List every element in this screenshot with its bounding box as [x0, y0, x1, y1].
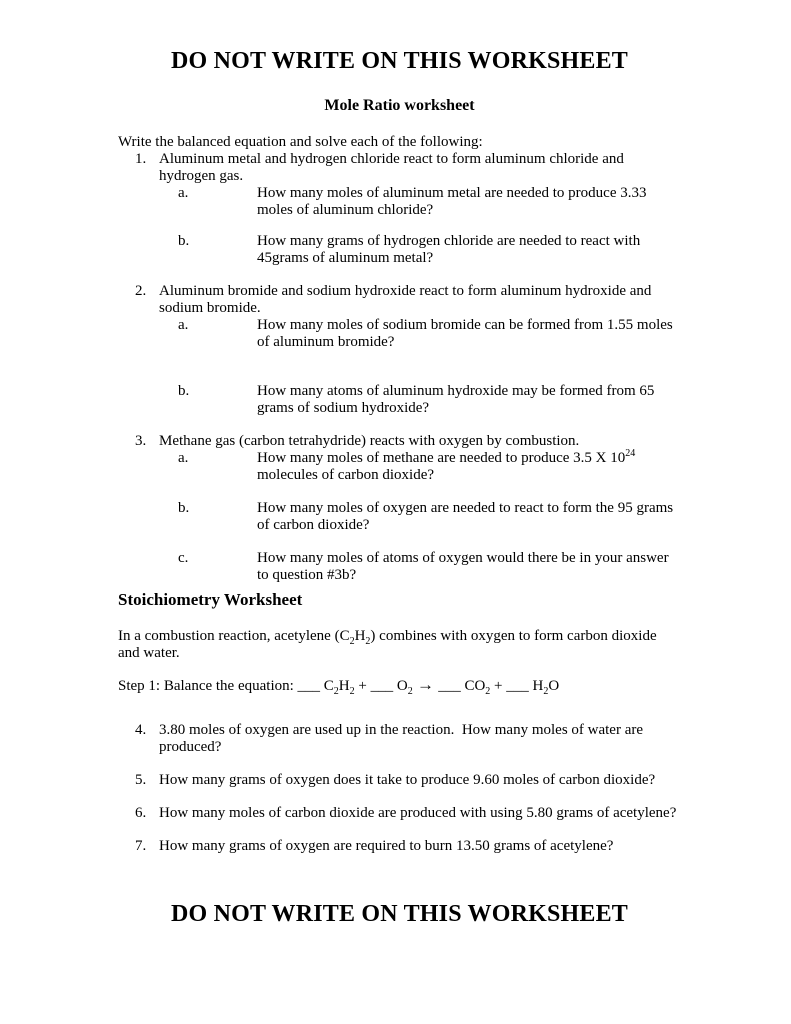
question-2b [178, 383, 681, 417]
right-arrow-glyph: → [412, 675, 439, 694]
question-7 [135, 838, 681, 855]
bottom-banner-title: DO NOT WRITE ON THIS WORKSHEET [170, 901, 629, 927]
formula-subscript: 2 [365, 636, 371, 647]
worksheet-subtitle: Mole Ratio worksheet [324, 97, 475, 114]
question-2b-text: How many atoms of aluminum hydroxide may be formed from 65 grams of sodium hydroxide? [257, 383, 659, 416]
question-5 [135, 772, 681, 789]
equation-fragment: + ___ O [354, 678, 408, 694]
formula-subscript: 2 [349, 636, 355, 647]
question-2 [135, 283, 681, 317]
question-7-text: How many grams of oxygen are required to burn 13.50 grams of acetylene? [159, 838, 614, 854]
question-3b-text: How many moles of oxygen are needed to react to form the 95 grams of carbon dioxide? [257, 500, 677, 533]
question-2a-letter: a. [178, 317, 189, 333]
question-2a [178, 317, 681, 351]
intro-fragment: H [354, 628, 366, 644]
question-3a [178, 450, 681, 484]
question-1a-text: How many moles of aluminum metal are needed to produce 3.33 moles of aluminum chloride? [257, 185, 651, 218]
formula-subscript: 2 [333, 686, 339, 697]
question-3c-letter: c. [178, 550, 189, 566]
question-3a-text-pre: How many moles of methane are needed to produce 3.5 X 10 [257, 450, 626, 466]
formula-subscript: 2 [407, 686, 413, 697]
question-3b-letter: b. [178, 500, 190, 516]
question-4 [135, 722, 681, 756]
stoichiometry-heading: Stoichiometry Worksheet [118, 590, 303, 609]
question-1b [178, 233, 681, 267]
question-3a-text-post: molecules of carbon dioxide? [257, 450, 639, 483]
exponent-24: 24 [625, 448, 636, 459]
question-3 [135, 433, 681, 450]
question-6-number: 6. [135, 805, 147, 821]
question-3b [178, 500, 681, 534]
balance-equation-line [118, 675, 681, 696]
equation-fragment: Step 1: Balance the equation: ___ C [118, 678, 334, 694]
stoichiometry-intro [118, 628, 681, 662]
question-2b-letter: b. [178, 383, 190, 399]
question-4-number: 4. [135, 722, 147, 738]
question-3c [178, 550, 681, 584]
question-6 [135, 805, 681, 822]
intro-fragment: In a combustion reaction, acetylene (C [118, 628, 350, 644]
question-1a-letter: a. [178, 185, 189, 201]
question-1b-text: How many grams of hydrogen chloride are needed to react with 45grams of aluminum metal? [257, 233, 644, 266]
question-2-text: Aluminum bromide and sodium hydroxide react to form aluminum hydroxide and sodium bromide. [159, 283, 656, 316]
question-5-text: How many grams of oxygen does it take to produce 9.60 moles of carbon dioxide? [159, 772, 656, 788]
question-3a-text [257, 450, 677, 484]
question-6-text: How many moles of carbon dioxide are produced with using 5.80 grams of acetylene? [159, 805, 677, 821]
question-2a-text: How many moles of sodium bromide can be formed from 1.55 moles of aluminum bromide? [257, 317, 677, 350]
equation-fragment: O [548, 678, 560, 694]
intro-fragment: ) combines with oxygen to form carbon dioxide and water. [118, 628, 661, 661]
equation-fragment: ___ CO [438, 678, 486, 694]
instructions-line: Write the balanced equation and solve each of the following: [118, 134, 483, 150]
question-3-text: Methane gas (carbon tetrahydride) reacts with oxygen by combustion. [159, 433, 580, 449]
equation-fragment: H [338, 678, 350, 694]
formula-subscript: 2 [543, 686, 549, 697]
formula-subscript: 2 [485, 686, 491, 697]
equation-fragment: + ___ H [490, 678, 544, 694]
question-3a-letter: a. [178, 450, 189, 466]
question-1-text: Aluminum metal and hydrogen chloride react to form aluminum chloride and hydrogen gas. [159, 151, 628, 184]
top-banner-title: DO NOT WRITE ON THIS WORKSHEET [170, 48, 629, 74]
question-7-number: 7. [135, 838, 147, 854]
question-4-text: 3.80 moles of oxygen are used up in the reaction. How many moles of water are produced? [159, 722, 647, 755]
question-1-number: 1. [135, 151, 147, 167]
question-3-number: 3. [135, 433, 147, 449]
question-1a [178, 185, 681, 219]
question-5-number: 5. [135, 772, 147, 788]
question-1b-letter: b. [178, 233, 190, 249]
formula-subscript: 2 [349, 686, 355, 697]
question-2-number: 2. [135, 283, 147, 299]
question-1 [135, 151, 681, 185]
question-3c-text: How many moles of atoms of oxygen would there be in your answer to question #3b? [257, 550, 673, 583]
